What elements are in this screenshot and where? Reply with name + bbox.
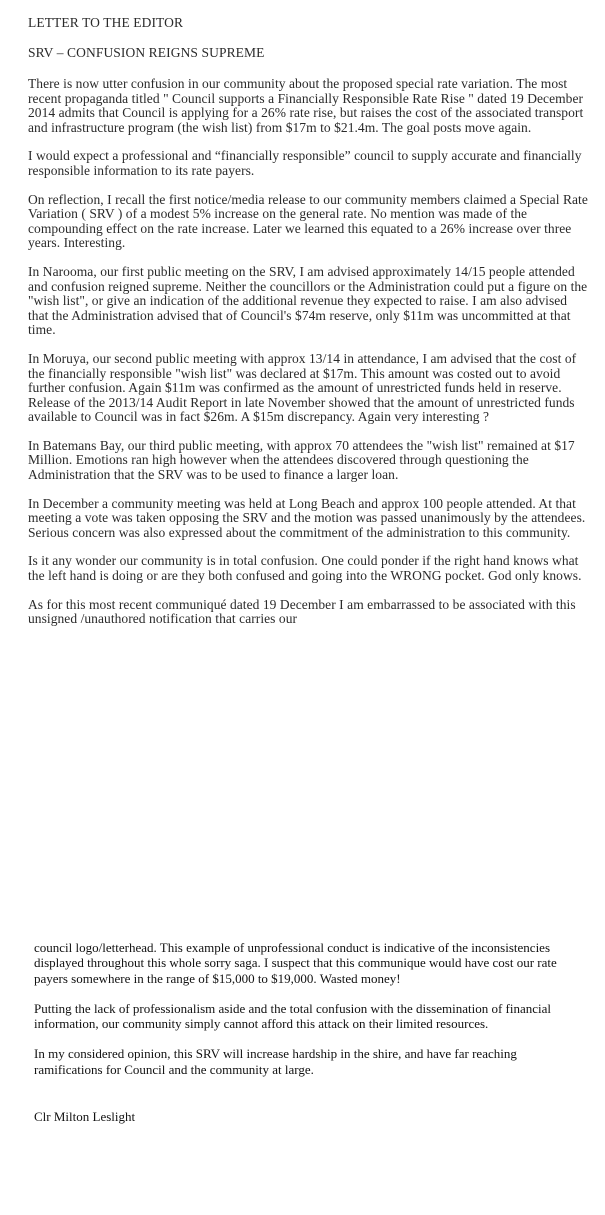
paragraph: In Batemans Bay, our third public meeting, with approx 70 attendees the "wish list" remained at $17 Million. Emotions ran high however when the attendees discovered through questioning the Administration that the SRV was to be used to finance a larger loan. (28, 437, 575, 483)
signature: Clr Milton Leslight (34, 1109, 136, 1125)
paragraph: Is it any wonder our community is in total confusion. One could ponder if the right hand knows what the left hand is doing or are they both confused and going into the WRONG pocket. God only knows. (28, 553, 582, 584)
paragraph: council logo/letterhead. This example of unprofessional conduct is indicative of the inconsistencies displayed throughout this whole sorry saga. I suspect that this communique would have cost our rate payers somewhere in the range of $15,000 to $19,000. Wasted money! (34, 940, 557, 986)
letter-title: SRV – CONFUSION REIGNS SUPREME (28, 45, 265, 60)
paragraph: As for this most recent communiqué dated 19 December I am embarrassed to be associated with this unsigned /unauthored notification that carries our (28, 596, 576, 627)
letter-scanned-section (28, 14, 588, 641)
paragraph: I would expect a professional and “financially responsible” council to supply accurate and financially responsible information to its rate payers. (28, 148, 582, 178)
paragraph: In December a community meeting was held at Long Beach and approx 100 people attended. At that meeting a vote was taken opposing the SRV and the motion was passed unanimously by the attendees. Serious concern was also expressed about the commitment of the administration to this community. (28, 495, 586, 540)
paragraph: In Moruya, our second public meeting with approx 13/14 in attendance, I am advised that the cost of the financially responsible "wish list" was declared at $17m. This amount was costed out to avoid further confusion. Again $11m was confirmed as the amount of unrestricted funds held in reserve. Release of the 2013/14 Audit Report in late November showed that the amount of unrestricted funds available to Council was in fact $26m. A $15m discrepancy. Again very interesting ? (28, 350, 577, 425)
letter-heading: LETTER TO THE EDITOR (28, 15, 184, 30)
paragraph: In my considered opinion, this SRV will increase hardship in the shire, and have far reaching ramifications for Council and the community at large. (34, 1046, 517, 1077)
paragraph: There is now utter confusion in our community about the proposed special rate variation. The most recent propaganda titled " Council supports a Financially Responsible Rate Rise " dated 19 December 2014 admits that Council is applying for a 26% rate rise, but raises the cost of the associated transport and infrastructure program (the wish list) from $17m to $21.4m. The goal posts move again. (28, 76, 584, 135)
paragraph: In Narooma, our first public meeting on the SRV, I am advised approximately 14/15 people attended and confusion reigned supreme. Neither the councillors or the Administration could put a figure on the "wish list", or give an indication of the additional revenue they expected to raise. I am also advised that the Administration advised that of Council's $74m reserve, only $11m was uncommitted at that time. (28, 263, 588, 338)
paragraph: Putting the lack of professionalism aside and the total confusion with the dissemination of financial information, our community simply cannot afford this attack on their limited resources. (34, 1000, 552, 1032)
letter-continuation-section (34, 940, 582, 1139)
paragraph: On reflection, I recall the first notice/media release to our community members claimed a Special Rate Variation ( SRV ) of a modest 5% increase on the general rate. No mention was made of the compounding effect on the rate increase. Later we learned this equated to a 26% increase over three years. Interesting. (28, 191, 588, 251)
